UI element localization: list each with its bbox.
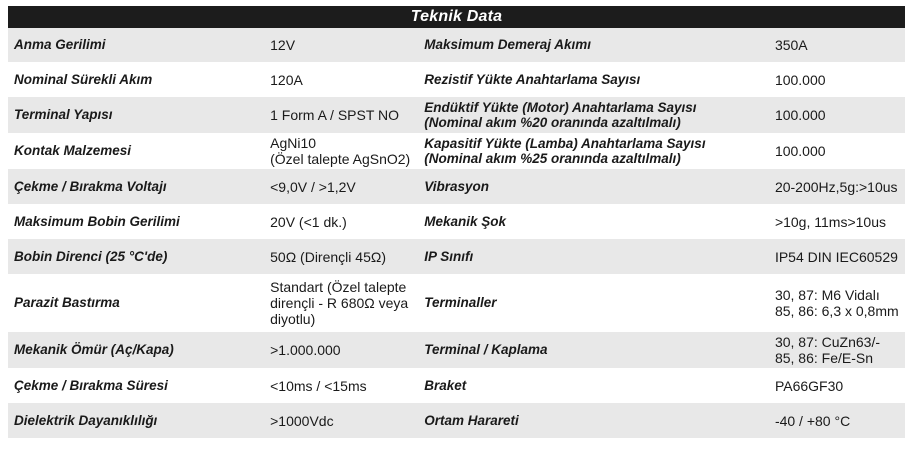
table-row bbox=[8, 239, 905, 274]
spec-value: IP54 DIN IEC60529 bbox=[769, 239, 905, 274]
spec-label: Anma Gerilimi bbox=[8, 28, 264, 62]
spec-value: >1000Vdc bbox=[264, 403, 418, 438]
spec-label: Mekanik Ömür (Aç/Kapa) bbox=[8, 332, 264, 368]
spec-label: Çekme / Bırakma Voltajı bbox=[8, 169, 264, 204]
spec-label: Çekme / Bırakma Süresi bbox=[8, 368, 264, 403]
spec-label: Kapasitif Yükte (Lamba) Anahtarlama Sayısı (Nominal akım %25 oranında azaltılmalı) bbox=[418, 133, 769, 169]
spec-value: <10ms / <15ms bbox=[264, 368, 418, 403]
spec-label: Maksimum Bobin Gerilimi bbox=[8, 204, 264, 239]
spec-label: Maksimum Demeraj Akımı bbox=[418, 28, 769, 62]
spec-label: Endüktif Yükte (Motor) Anahtarlama Sayısı (Nominal akım %20 oranında azaltılmalı) bbox=[418, 97, 769, 133]
spec-value: PA66GF30 bbox=[769, 368, 905, 403]
spec-label: IP Sınıfı bbox=[418, 239, 769, 274]
spec-value: 20-200Hz,5g:>10us bbox=[769, 169, 905, 204]
spec-label: Parazit Bastırma bbox=[8, 274, 264, 332]
spec-value: 30, 87: CuZn63/- 85, 86: Fe/E-Sn bbox=[769, 332, 905, 368]
table-title: Teknik Data bbox=[8, 6, 905, 28]
spec-label: Ortam Harareti bbox=[418, 403, 769, 438]
technical-data-table bbox=[8, 6, 905, 438]
spec-value: >10g, 11ms>10us bbox=[769, 204, 905, 239]
table-row bbox=[8, 133, 905, 169]
spec-label: Vibrasyon bbox=[418, 169, 769, 204]
spec-label: Braket bbox=[418, 368, 769, 403]
spec-label: Terminal / Kaplama bbox=[418, 332, 769, 368]
table-row bbox=[8, 274, 905, 332]
spec-table bbox=[8, 28, 905, 438]
spec-value: -40 / +80 °C bbox=[769, 403, 905, 438]
spec-value: 100.000 bbox=[769, 62, 905, 97]
spec-value: 1 Form A / SPST NO bbox=[264, 97, 418, 133]
spec-value: 350A bbox=[769, 28, 905, 62]
table-row bbox=[8, 28, 905, 62]
table-row bbox=[8, 403, 905, 438]
spec-label: Kontak Malzemesi bbox=[8, 133, 264, 169]
spec-value: <9,0V / >1,2V bbox=[264, 169, 418, 204]
spec-label: Mekanik Şok bbox=[418, 204, 769, 239]
spec-value: 100.000 bbox=[769, 133, 905, 169]
spec-value: >1.000.000 bbox=[264, 332, 418, 368]
spec-label: Dielektrik Dayanıklılığı bbox=[8, 403, 264, 438]
spec-value: Standart (Özel talepte dirençli - R 680Ω veya diyotlu) bbox=[264, 274, 418, 332]
spec-value: AgNi10 (Özel talepte AgSnO2) bbox=[264, 133, 418, 169]
spec-label: Rezistif Yükte Anahtarlama Sayısı bbox=[418, 62, 769, 97]
spec-label: Bobin Direnci (25 °C'de) bbox=[8, 239, 264, 274]
spec-label: Terminaller bbox=[418, 274, 769, 332]
table-row bbox=[8, 204, 905, 239]
spec-label: Nominal Sürekli Akım bbox=[8, 62, 264, 97]
table-row bbox=[8, 97, 905, 133]
table-row bbox=[8, 368, 905, 403]
table-row bbox=[8, 332, 905, 368]
spec-value: 30, 87: M6 Vidalı 85, 86: 6,3 x 0,8mm bbox=[769, 274, 905, 332]
table-row bbox=[8, 169, 905, 204]
spec-value: 50Ω (Dirençli 45Ω) bbox=[264, 239, 418, 274]
table-row bbox=[8, 62, 905, 97]
spec-label: Terminal Yapısı bbox=[8, 97, 264, 133]
spec-value: 20V (<1 dk.) bbox=[264, 204, 418, 239]
spec-value: 12V bbox=[264, 28, 418, 62]
spec-value: 100.000 bbox=[769, 97, 905, 133]
spec-value: 120A bbox=[264, 62, 418, 97]
